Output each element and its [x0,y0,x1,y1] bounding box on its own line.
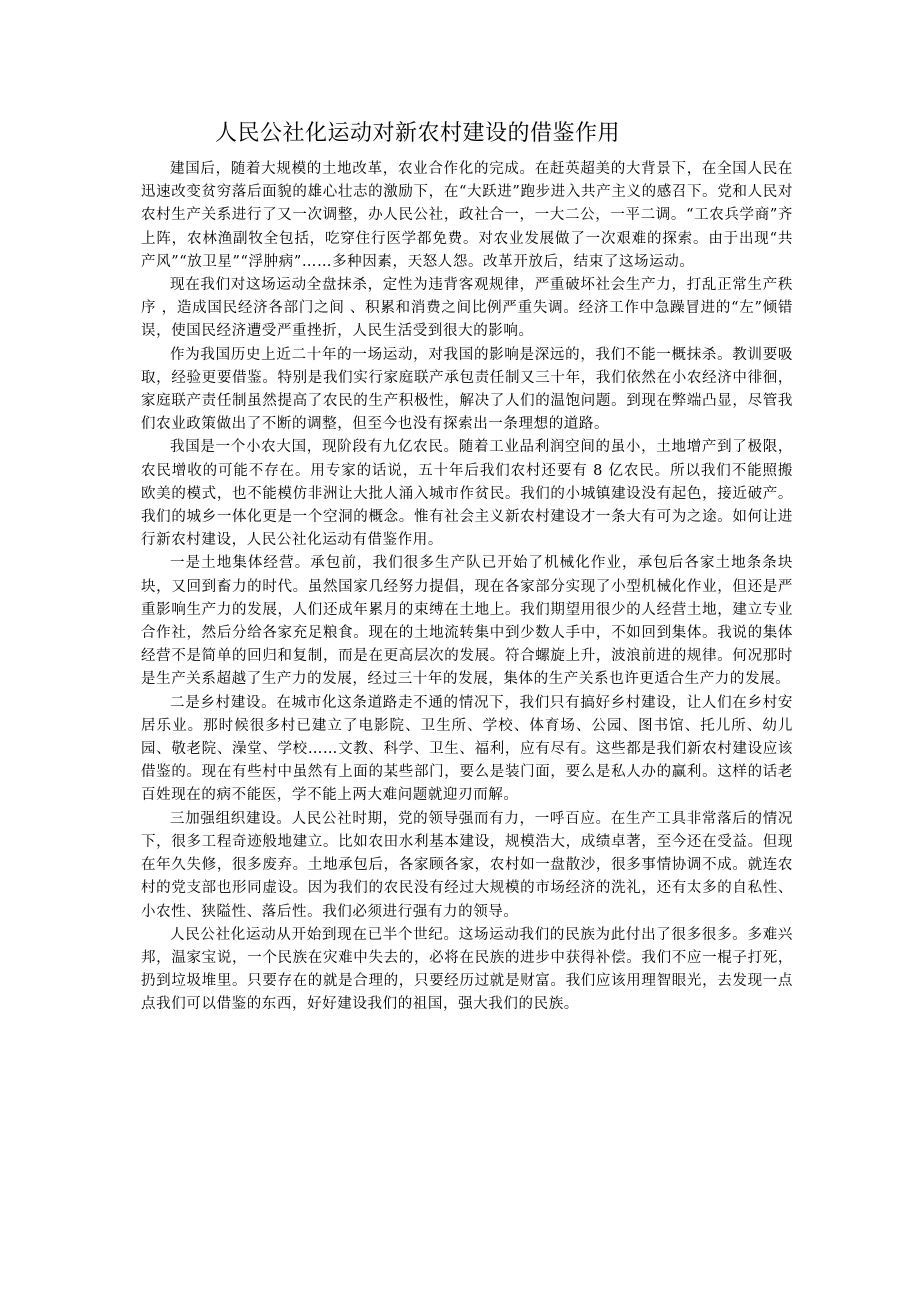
document-title: 人民公社化运动对新农村建设的借鉴作用 [215,121,621,146]
document-page [141,116,793,1017]
paragraph: 现在我们对这场运动全盘抹杀，定性为违背客观规律，严重破坏社会生产力，打乱正常生产秩序 ，造成国民经济各部门之间 、积累和消费之间比例严重失调。经济工作中急躁冒进的“左”倾错误，使国民经济遭受严重挫折，人民生活受到很大的影响。 [141,277,793,340]
paragraph: 二是乡村建设。在城市化这条道路走不通的情况下，我们只有搞好乡村建设，让人们在乡村安居乐业。那时候很多村已建立了电影院、卫生所、学校、体育场、公园、图书馆、托儿所、幼儿园、敬老院、澡堂、学校……文教、科学、卫生、福利，应有尽有。这些都是我们新农村建设应该借鉴的。现在有些村中虽然有上面的某些部门，要么是装门面，要么是私人办的赢利。这样的话老百姓现在的病不能医，学不能上两大难问题就迎刃而解。 [141,694,793,804]
paragraph: 建国后，随着大规模的土地改革，农业合作化的完成。在赶英超美的大背景下，在全国人民在迅速改变贫穷落后面貌的雄心壮志的激励下，在“大跃进”跑步进入共产主义的感召下。党和人民对农村生产关系进行了又一次调整，办人民公社，政社合一，一大二公，一平二调。“工农兵学商”齐上阵，农林渔副牧全包括，吃穿住行医学都免费。对农业发展做了一次艰难的探索。由于出现“共产风”“放卫星”“浮肿病”……多种因素，天怒人怨。改革开放后，结束了这场运动。 [141,161,793,270]
paragraph: 我国是一个小农大国，现阶段有九亿农民。随着工业品利润空间的虽小，土地增产到了极限，农民增收的可能不存在。用专家的话说，五十年后我们农村还要有 8 亿农民。所以我们不能照搬欧美的模式，也不能模仿非洲让大批人涌入城市作贫民。我们的小城镇建设没有起色，接近破产。我们的城乡一体化更是一个空洞的概念。惟有社会主义新农村建设才一条大有可为之途。如何让进行新农村建设，人民公社化运动有借鉴作用。 [141,439,793,549]
paragraph: 三加强组织建设。人民公社时期，党的领导强而有力，一呼百应。在生产工具非常落后的情况下，很多工程奇迹般地建立。比如农田水利基本建设，规模浩大，成绩卓著，至今还在受益。但现在年久失修，很多废弃。土地承包后，各家顾各家，农村如一盘散沙，很多事情协调不成。就连农村的党支部也形同虚设。因为我们的农民没有经过大规模的市场经济的洗礼，还有太多的自私性、小农性、狭隘性、落后性。我们必须进行强有力的领导。 [141,810,793,920]
paragraph: 一是土地集体经营。承包前，我们很多生产队已开始了机械化作业，承包后各家土地条条块块，又回到畜力的时代。虽然国家几经努力提倡，现在各家部分实现了小型机械化作业，但还是严重影响生产力的发展，人们还成年累月的束缚在土地上。我们期望用很少的人经营土地，建立专业合作社，然后分给各家充足粮食。现在的土地流转集中到少数人手中，不如回到集体。我说的集体经营不是简单的回归和复制，而是在更高层次的发展。符合螺旋上升，波浪前进的规律。何况那时是生产关系超越了生产力的发展，经过三十年的发展，集体的生产关系也许更适合生产力的发展。 [141,555,793,688]
paragraph: 作为我国历史上近二十年的一场运动，对我国的影响是深远的，我们不能一概抹杀。教训要吸取，经验更要借鉴。特别是我们实行家庭联产承包责任制又三十年，我们依然在小农经济中徘徊，家庭联产责任制虽然提高了农民的生产积极性，解决了人们的温饱问题。到现在弊端凸显，尽管我们农业政策做出了不断的调整，但至今也没有探索出一条理想的道路。 [141,346,793,433]
paragraph: 人民公社化运动从开始到现在已半个世纪。这场运动我们的民族为此付出了很多很多。多难兴邦，温家宝说，一个民族在灾难中失去的，必将在民族的进步中获得补偿。我们不应一棍子打死，扔到垃圾堆里。只要存在的就是合理的，只要经历过就是财富。我们应该用理智眼光，去发现一点点我们可以借鉴的东西，好好建设我们的祖国，强大我们的民族。 [141,926,793,1013]
